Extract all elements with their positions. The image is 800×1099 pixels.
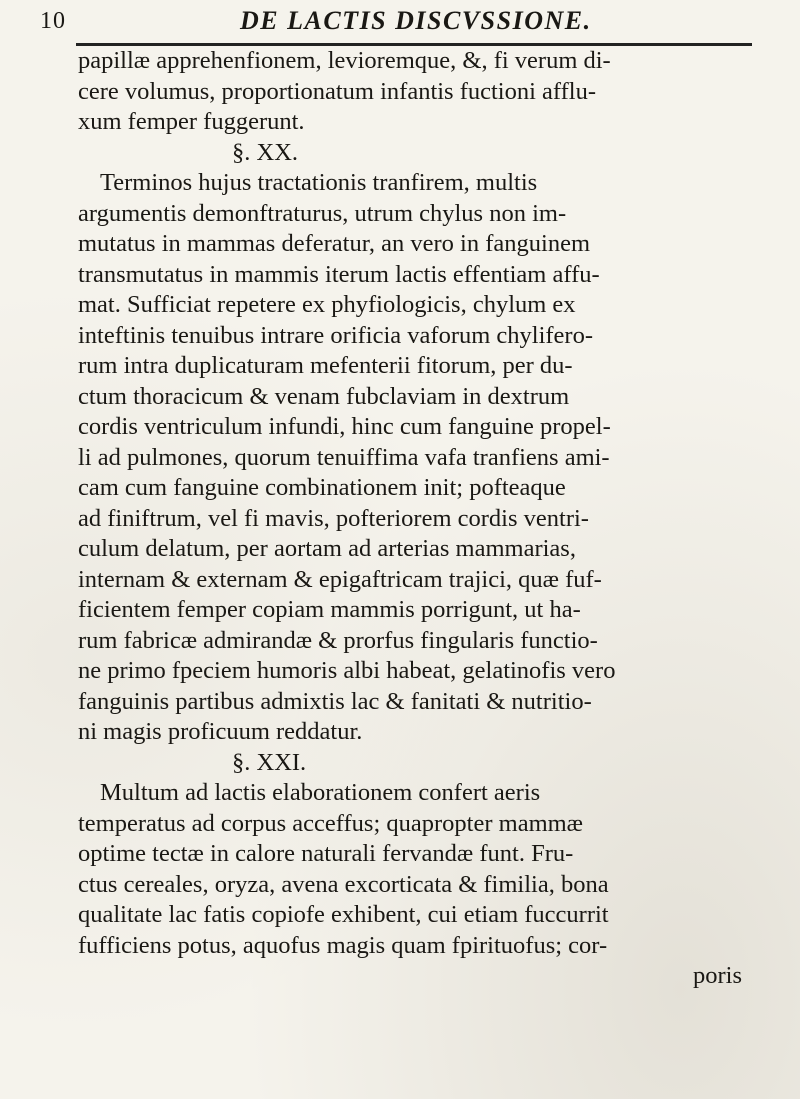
text-line: rum fabricæ admirandæ & prorfus fingularis functio- bbox=[78, 626, 598, 654]
text-line: cam cum fanguine combinationem init; pofteaque bbox=[78, 474, 566, 501]
text-line: internam & externam & epigaftricam trajici, quæ fuf- bbox=[78, 565, 602, 593]
text-line: inteftinis tenuibus intrare orificia vaforum chylifero- bbox=[78, 321, 594, 349]
text-line: ctum thoracicum & venam fubclaviam in dextrum bbox=[78, 382, 570, 410]
text-line: Multum ad lactis elaborationem confert aeris bbox=[100, 779, 541, 806]
text-line: argumentis demonftraturus, utrum chylus non im- bbox=[78, 199, 567, 227]
page-number: 10 bbox=[40, 8, 66, 34]
section-number: §. XXI. bbox=[232, 748, 307, 776]
text-line: transmutatus in mammis iterum lactis effentiam affu- bbox=[78, 260, 600, 288]
text-line: fanguinis partibus admixtis lac & fanitati & nutritio- bbox=[78, 687, 592, 715]
text-line: ad finiftrum, vel fi mavis, pofteriorem cordis ventri- bbox=[78, 504, 589, 532]
text-line: ni magis proficuum reddatur. bbox=[78, 718, 363, 745]
text-line: papillæ apprehenfionem, levioremque, &, fi verum di- bbox=[78, 47, 611, 74]
text-line: culum delatum, per aortam ad arterias mammarias, bbox=[78, 535, 576, 562]
catchword: poris bbox=[693, 962, 742, 989]
text-line: cere volumus, proportionatum infantis fuctioni afflu- bbox=[78, 77, 597, 105]
running-head: DE LACTIS DISCVSSIONE. bbox=[240, 6, 592, 35]
text-line: rum intra duplicaturam mefenterii fitorum, per du- bbox=[78, 352, 573, 379]
text-line: li ad pulmones, quorum tenuiffima vafa tranfiens ami- bbox=[78, 443, 610, 471]
text-line: mutatus in mammas deferatur, an vero in fanguinem bbox=[78, 230, 590, 257]
text-line: ne primo fpeciem humoris albi habeat, gelatinofis vero bbox=[78, 657, 616, 684]
text-line: Terminos hujus tractationis tranfirem, multis bbox=[100, 169, 538, 196]
text-line: cordis ventriculum infundi, hinc cum fanguine propel- bbox=[78, 413, 611, 440]
section-number: §. XX. bbox=[232, 138, 299, 166]
page-header bbox=[0, 6, 800, 46]
text-line: xum femper fuggerunt. bbox=[78, 108, 305, 135]
body-text bbox=[78, 46, 778, 992]
text-line: temperatus ad corpus acceffus; quapropter mammæ bbox=[78, 809, 584, 837]
text-line: ctus cereales, oryza, avena excorticata & fimilia, bona bbox=[78, 870, 609, 898]
text-line: optime tectæ in calore naturali fervandæ funt. Fru- bbox=[78, 840, 574, 867]
text-line: ficientem femper copiam mammis porrigunt, ut ha- bbox=[78, 596, 581, 623]
text-line: fufficiens potus, aquofus magis quam fpirituofus; cor- bbox=[78, 931, 608, 959]
text-line: qualitate lac fatis copiofe exhibent, cui etiam fuccurrit bbox=[78, 901, 609, 928]
text-line: mat. Sufficiat repetere ex phyfiologicis, chylum ex bbox=[78, 291, 576, 318]
